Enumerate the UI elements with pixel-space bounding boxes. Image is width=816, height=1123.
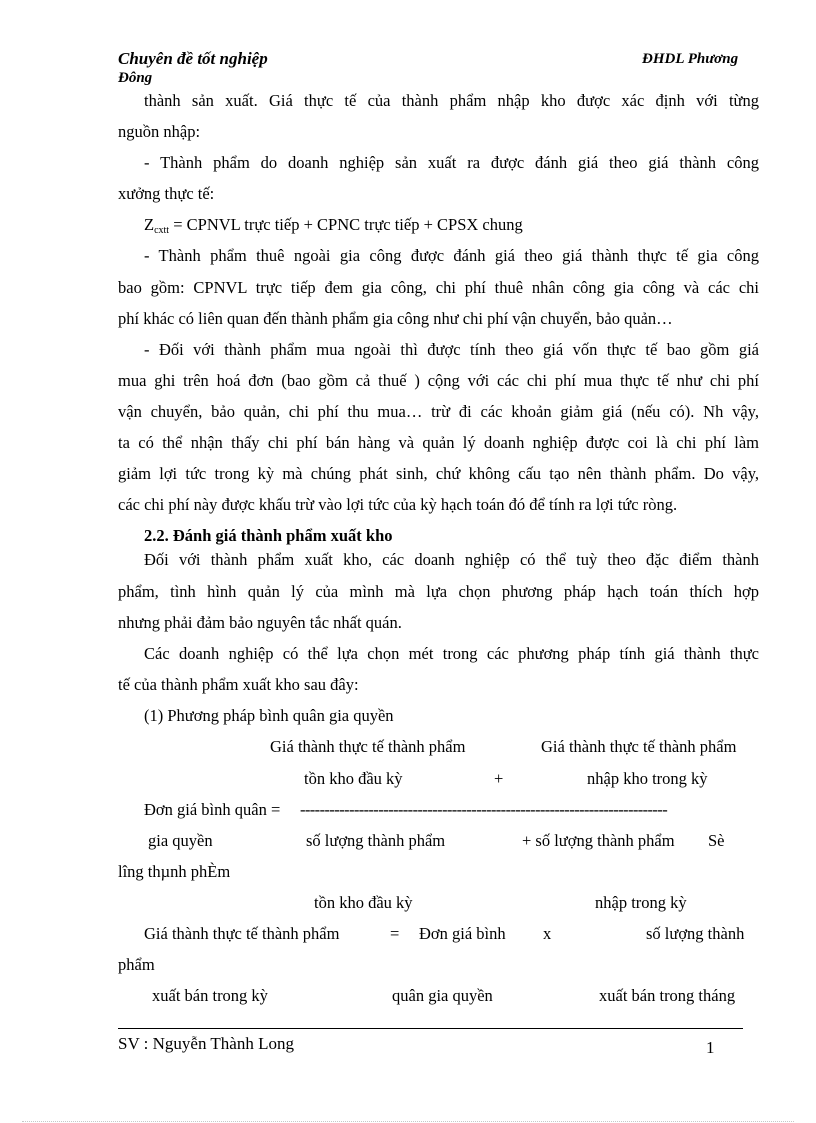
body-line-13: giảm lợi tức trong kỳ mà chúng phát sinh, chứ không cấu tạo nên thành phẩm. Do vậy, [118,464,759,483]
body-line-4: xưởng thực tế: [118,184,215,203]
cost-formula-label: Giá thành thực tế thành phẩm [144,924,340,943]
body-line-6: - Thành phẩm thuê ngoài gia công được đánh giá theo giá thành thực tế gia công [144,246,759,265]
formula-denominator-right-1: + số lượng thành phẩm [522,831,675,850]
school-name: ĐHDL Phương [642,51,739,67]
school-name-cont: Đông [118,70,153,86]
section-heading: 2.2. Đánh giá thành phẩm xuất kho [144,526,393,545]
formula-denominator-right-2: nhập trong kỳ [595,893,687,912]
body-line-11: vận chuyển, bảo quản, chi phí thu mua… trừ đi các khoản giảm giá (nếu có). Nh vậy, [118,402,759,421]
body-line-14: các chi phí này được khấu trừ vào lợi tức của kỳ hạch toán đó để tính ra lợi tức ròng. [118,495,678,514]
cost-formula-times: x [543,924,552,943]
body-line-9: - Đối với thành phẩm mua ngoài thì được tính theo giá vốn thực tế bao gồm giá [144,340,759,359]
body-line-2: nguồn nhập: [118,122,201,141]
body-line-16: Đối với thành phẩm xuất kho, các doanh nghiệp có thể tuỳ theo đặc điểm thành [144,550,759,569]
formula-numerator-right-1: Giá thành thực tế thành phẩm [541,737,737,756]
doc-title: Chuyên đề tốt nghiệp [118,49,268,68]
body-line-20: tế của thành phẩm xuất kho sau đây: [118,675,359,694]
page-number: 1 [706,1038,715,1057]
cost-formula-right-2: xuất bán trong tháng [599,986,736,1005]
body-line-17: phẩm, tình hình quản lý của mình mà lựa chọn phương pháp hạch toán thích hợp [118,582,759,601]
garbled-text-a: Sè [708,831,725,850]
body-line-21: (1) Phương pháp bình quân gia quyền [144,706,394,725]
cost-formula-label-2: xuất bán trong kỳ [152,986,268,1005]
body-line-3: - Thành phẩm do doanh nghiệp sản xuất ra được đánh giá theo giá thành công [144,153,759,172]
formula-denominator-left-2: tồn kho đầu kỳ [314,893,413,912]
cost-formula-mid-2: quân gia quyền [392,986,493,1005]
cost-formula-equals: = [390,924,400,943]
body-line-8: phí khác có liên quan đến thành phẩm gia công như chi phí vận chuyển, bảo quản… [118,309,673,328]
formula-lhs-2: gia quyền [148,831,213,850]
formula-numerator-left-2: tồn kho đầu kỳ [304,769,403,788]
body-line-18: nhưng phải đảm bảo nguyên tắc nhất quán. [118,613,402,632]
footer-rule [118,1028,743,1029]
page-edge-divider [22,1121,794,1122]
cost-formula-right-cont: phẩm [118,955,155,974]
cost-formula-right: số lượng thành [646,924,745,943]
formula-zcxtt: $Z_{cxtt}$ = CPNVL trực tiếp + CPNC trực tiếp + CPSX chung [144,215,523,236]
formula-denominator-left-1: số lượng thành phẩm [306,831,446,850]
formula-numerator-right-2: nhập kho trong kỳ [587,769,708,788]
body-line-7: bao gồm: CPNVL trực tiếp đem gia công, chi phí thuê nhân công gia công và các chi [118,278,759,297]
formula-lhs: Đơn giá bình quân = [144,800,281,819]
formula-plus: + [494,769,504,788]
body-line-19: Các doanh nghiệp có thể lựa chọn mét trong các phương pháp tính giá thành thực [144,644,759,663]
body-line-1: thành sản xuất. Giá thực tế của thành phẩm nhập kho được xác định với từng [144,91,759,110]
cost-formula-mid: Đơn giá bình [419,924,506,943]
formula-fraction-line: --------------------------------------------------------------------------- [300,800,668,819]
body-line-12: ta có thể nhận thấy chi phí bán hàng và quản lý doanh nghiệp được coi là chi phí làm [118,433,759,452]
student-name: SV : Nguyễn Thành Long [118,1034,294,1053]
formula-numerator-left-1: Giá thành thực tế thành phẩm [270,737,466,756]
body-line-10: mua ghi trên hoá đơn (bao gồm cả thuế ) cộng với các chi phí mua thực tế như chi phí [118,371,759,390]
garbled-text-b: lîng thµnh phÈm [118,862,231,881]
